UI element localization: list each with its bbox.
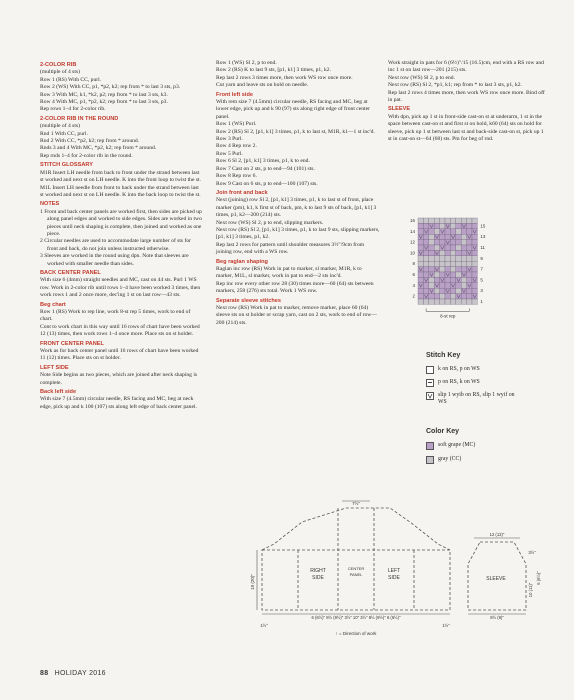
- page-number: 88: [40, 670, 49, 677]
- chart-cell: [461, 299, 466, 304]
- chart-cell: [418, 223, 423, 228]
- chart-cell: [445, 245, 450, 250]
- chart-cell: [456, 256, 461, 261]
- chart-cell: [445, 277, 450, 282]
- chart-cell: [429, 261, 434, 266]
- text-line: Row 1 (RS) With CC, purl.: [40, 76, 102, 83]
- chart-cell: [472, 240, 477, 245]
- text-line: Next row (RS) Work in pat to marker, remove marker, place 60 (64) sleeve sts on st holder or scrap yarn, cast on 2 sts, work to end of row—200 (214) sts.: [216, 305, 377, 326]
- chart-cell: [467, 277, 472, 282]
- key-slip: [426, 392, 518, 405]
- chart-cell: [472, 267, 477, 272]
- chart-cell: [461, 256, 466, 261]
- text-line: Row 9 Cast on 6 sts, p to end—100 (107) sts.: [216, 180, 318, 187]
- section-body: [216, 99, 380, 188]
- chart-row-number: 15: [480, 223, 486, 229]
- text-line: Cont to work chart in this way until 16 rows of chart have been worked 12 (13) times, then work rows 1–4 once more. Place sts on st holder.: [40, 323, 200, 338]
- chart-cell: [445, 256, 450, 261]
- chart-cell: [418, 294, 423, 299]
- chart-cell: [461, 277, 466, 282]
- subsection-heading: Back left side: [40, 389, 77, 396]
- chart-cell: [434, 272, 439, 277]
- text-line: Rep last 2 rows 4 times more, then work WS row once more. Bind off in pat.: [388, 89, 545, 104]
- color-key-title: Color Key: [426, 428, 460, 435]
- text-line: Work straight in pats for 6 (6½)"/15 (16.5)cm, end with a RS row and inc 1 st on last row—201 (215) sts.: [388, 60, 544, 74]
- sleeve-bottom-label: 8½ (9)": [490, 615, 504, 620]
- chart-cell: [440, 250, 445, 255]
- text-line: Next row (WS) Sl 2, p to end, slipping markers.: [216, 219, 324, 226]
- section-body: [216, 305, 380, 327]
- chart-cell: [445, 283, 450, 288]
- stitch-key-title: Stitch Key: [426, 352, 461, 359]
- text-line: With size 7 (4.5mm) circular needle, RS facing and MC, beg at neck edge, pick up and k 100 (107) sts along left edge of back center panel.: [40, 396, 197, 410]
- chart-cell: [467, 288, 472, 293]
- chart-cell: [423, 288, 428, 293]
- chart-cell: [440, 234, 445, 239]
- issue-name: HOLIDAY 2016: [54, 670, 106, 677]
- chart-cell: [423, 272, 428, 277]
- section-body: [40, 396, 202, 411]
- chart-cell: [456, 234, 461, 239]
- text-line: Row 1 (WS) Purl.: [216, 121, 257, 128]
- text-line: (multiple of 4 sts): [40, 123, 80, 130]
- colorwork-chart: [404, 214, 524, 324]
- section-heading: FRONT CENTER PANEL: [40, 340, 104, 347]
- chart-cell: [434, 245, 439, 250]
- chart-cell: [440, 294, 445, 299]
- chart-cell: [418, 272, 423, 277]
- chart-cell: [472, 223, 477, 228]
- chart-row-number: 12: [409, 239, 415, 245]
- chart-cell: [418, 240, 423, 245]
- chart-cell: [456, 223, 461, 228]
- chart-cell: [472, 250, 477, 255]
- key-purl: [426, 379, 480, 387]
- chart-cell: [456, 229, 461, 234]
- chart-cell: [423, 240, 428, 245]
- chart-cell: [418, 256, 423, 261]
- left-side-label: SIDE: [388, 575, 400, 581]
- chart-cell: [434, 299, 439, 304]
- key-label: slip 1 wyib on RS, slip 1 wyif on WS: [438, 392, 515, 405]
- chart-cell: [461, 283, 466, 288]
- chart-cell: [429, 234, 434, 239]
- chart-cell: [423, 250, 428, 255]
- chart-grid: [404, 214, 524, 324]
- chart-cell: [467, 272, 472, 277]
- key-mc: [426, 442, 475, 450]
- text-line: Rnd 2 With CC, *p2, k2; rep from * around.: [40, 138, 140, 145]
- chart-cell: [467, 261, 472, 266]
- sleeve-height-label: 10 (11)": [528, 582, 533, 598]
- text-line: M1L Insert LH needle from front to back under the strand between last st worked and next st on LH needle. K into the back loop to twist the st.: [40, 184, 201, 198]
- text-line: Row 2 (RS) Sl 2, [p1, k1] 3 times, p1, k to last st, M1R, k1—1 st inc'd.: [216, 128, 375, 135]
- chart-cell: [472, 256, 477, 261]
- chart-cell: [450, 288, 455, 293]
- chart-cell: [467, 245, 472, 250]
- chart-cell: [429, 299, 434, 304]
- chart-cell: [472, 218, 477, 223]
- chart-cell: [450, 267, 455, 272]
- chart-cell: [434, 294, 439, 299]
- text-line: Next (joining) row Sl 2, [p1, k1] 3 times, p1, k to last st of front, place marker (pm), k1, k first st of back, pm, k to last 9 sts of back, [p1, k1] 3 times, p1, k2—200 (214) sts.: [216, 197, 377, 219]
- chart-cell: [429, 245, 434, 250]
- chart-row-number: 5: [480, 277, 483, 283]
- chart-cell: [418, 277, 423, 282]
- text-line: Raglan inc row (RS) Work in pat to marker, sl marker, M1R, k to marker, M1L, sl marker, work in pat to end—2 sts inc'd.: [216, 265, 362, 280]
- text-line: With dpn, pick up 1 st in front-side cast-on st at underarm, 1 st in the space between cast-on st and first st on hold, k60 (64) sts on hold for sleeve, pick up 1 st between last st and back-side cast-on st, pick up 1 st in cast-on st—64 (68) sts. Pm for beg of rnd.: [388, 113, 544, 143]
- chart-cell: [434, 256, 439, 261]
- chart-cell: [429, 250, 434, 255]
- chart-cell: [467, 240, 472, 245]
- section-heading: 2-COLOR RIB IN THE ROUND: [40, 115, 119, 122]
- chart-cell: [472, 234, 477, 239]
- right-side-label: RIGHT: [310, 568, 326, 574]
- chart-cell: [450, 250, 455, 255]
- body-height-label: 19 (20)": [250, 574, 255, 590]
- chart-cell: [429, 277, 434, 282]
- chart-cell: [472, 261, 477, 266]
- text-line: Note Side begins as two pieces, which are joined after neck shaping is complete.: [40, 372, 198, 386]
- text-line: Rnd 1 With CC, purl.: [40, 130, 88, 137]
- text-line: With size 6 (4mm) straight needles and MC, cast on 44 sts. Purl 1 WS row. Work in 2-color rib until rows 1–4 have been worked 3 times, then work rows 1 and 2 once more, dec'ing 1 st on last row—43 sts.: [40, 277, 201, 299]
- chart-cell: [423, 223, 428, 228]
- section-body: [40, 372, 202, 387]
- text-line: With rem size 7 (4.5mm) circular needle, RS facing and MC, beg at lower edge, pick up and k 90 (97) sts along right edge of front center panel.: [216, 99, 370, 120]
- chart-cell: [434, 240, 439, 245]
- repeat-bracket: [426, 308, 469, 311]
- chart-cell: [423, 283, 428, 288]
- repeat-label: 8-st rep: [440, 313, 456, 319]
- chart-cell: [456, 245, 461, 250]
- chart-cell: [450, 299, 455, 304]
- chart-row-number: 8: [412, 261, 415, 267]
- chart-cell: [467, 223, 472, 228]
- text-line: Rep last 2 rows for pattern until shoulder measures 3½"/9cm from joining row, end with a WS row.: [216, 241, 365, 256]
- chart-row-number: 9: [480, 255, 483, 261]
- chart-cell: [461, 245, 466, 250]
- chart-cell: [456, 267, 461, 272]
- chart-cell: [450, 218, 455, 223]
- chart-cell: [450, 229, 455, 234]
- text-column-3: [388, 60, 546, 143]
- key-label: soft grape (MC): [438, 442, 476, 448]
- chart-cell: [472, 272, 477, 277]
- chart-cell: [445, 234, 450, 239]
- chart-cell: [429, 218, 434, 223]
- subsection-heading: Join front and back: [216, 189, 268, 196]
- chart-cell: [418, 288, 423, 293]
- chart-row-number: 13: [480, 234, 486, 240]
- sleeve-label: SLEEVE: [486, 576, 506, 582]
- text-line: Rep rnds 1–4 for 2-color rib in the round.: [40, 152, 133, 159]
- text-line: Row 1 (WS) Sl 2, p to end.: [216, 60, 277, 66]
- chart-cell: [472, 283, 477, 288]
- text-line: Rep rows 1–4 for 2-color rib.: [40, 106, 106, 113]
- chart-cell: [472, 288, 477, 293]
- text-line: Next row (RS) Sl 2, [p1, k1] 3 times, p1, k to last 9 sts, slipping markers, [p1, k1] 3 times, p1, k2.: [216, 226, 380, 241]
- chart-cell: [450, 294, 455, 299]
- section-body: [216, 266, 380, 296]
- chart-cell: [434, 288, 439, 293]
- garment-schematic: [250, 500, 550, 670]
- chart-cell: [423, 256, 428, 261]
- text-line: Rep last 2 rows 3 times more, then work WS row once more.: [216, 74, 353, 81]
- text-line: Rnds 3 and 4 With MC, *p2, k2; rep from * around.: [40, 145, 157, 152]
- text-line: Row 3 Purl.: [216, 136, 243, 143]
- text-line: 2 Circular needles are used to accommodate large number of sts for front and back, do not join unless instructed otherwise.: [40, 238, 192, 252]
- text-line: Row 3 With MC, k1, *k2, p2; rep from * to last 3 sts, k3.: [40, 91, 168, 98]
- chart-cell: [418, 245, 423, 250]
- text-line: M1R Insert LH needle from back to front under the strand between last st worked and next st on LH needle. K into the front loop to twist the st.: [40, 169, 201, 184]
- knit-symbol-icon: [426, 366, 434, 374]
- chart-cell: [467, 294, 472, 299]
- text-line: Row 8 Rep row 6.: [216, 173, 257, 180]
- chart-cell: [445, 267, 450, 272]
- key-label: p on RS, k on WS: [438, 379, 480, 385]
- section-heading: LEFT SIDE: [40, 364, 69, 371]
- text-line: (multiple of 4 sts): [40, 69, 80, 76]
- direction-note: ↑ = Direction of work: [335, 631, 377, 636]
- chart-cell: [461, 240, 466, 245]
- chart-cell: [440, 223, 445, 228]
- chart-cell: [461, 261, 466, 266]
- chart-row-number: 16: [409, 218, 415, 223]
- chart-cell: [440, 272, 445, 277]
- chart-cell: [456, 218, 461, 223]
- text-line: 1 Front and back center panels are worked first, then sides are picked up along panel edges and worked to side edges. Sides are worked in two pieces until neck shaping is complete, then joined and worked as one piece.: [40, 208, 202, 237]
- section-body: [40, 69, 202, 113]
- text-line: Work as for back center panel until 16 rows of chart have been worked 11 (12) times. Place sts on st holder.: [40, 348, 199, 362]
- chart-cell: [423, 267, 428, 272]
- center-panel-label: PANEL: [349, 572, 363, 577]
- center-panel-label: CENTER: [347, 566, 365, 571]
- key-label: gray (CC): [438, 456, 462, 462]
- chart-cell: [456, 299, 461, 304]
- chart-row-number: 7: [480, 266, 483, 272]
- chart-cell: [434, 229, 439, 234]
- section-heading: BACK CENTER PANEL: [40, 269, 101, 276]
- page-footer: [40, 670, 106, 677]
- chart-cell: [440, 267, 445, 272]
- chart-cell: [445, 218, 450, 223]
- chart-cell: [461, 234, 466, 239]
- chart-cell: [423, 234, 428, 239]
- chart-cell: [456, 283, 461, 288]
- chart-cell: [467, 229, 472, 234]
- chart-cell: [445, 250, 450, 255]
- chart-cell: [467, 218, 472, 223]
- chart-row-number: 10: [409, 250, 415, 256]
- text-line: 3 Sleeves are worked in the round using dpn. Note that sleeves are worked with smaller needle than sides.: [40, 253, 189, 267]
- slip-symbol-icon: [426, 392, 434, 400]
- chart-cell: [440, 218, 445, 223]
- subsection-heading: Beg chart: [40, 301, 66, 308]
- chart-cell: [461, 229, 466, 234]
- chart-cell: [440, 299, 445, 304]
- chart-cell: [434, 261, 439, 266]
- key-label: k on RS, p on WS: [438, 366, 480, 372]
- section-body: [40, 348, 202, 363]
- chart-row-number: 14: [409, 228, 415, 234]
- subsection-heading: Separate sleeve stitches: [216, 297, 281, 304]
- chart-cell: [461, 218, 466, 223]
- section-heading: STITCH GLOSSARY: [40, 162, 93, 169]
- chart-row-number: 6: [412, 272, 415, 277]
- chart-cell: [440, 288, 445, 293]
- chart-cell: [434, 277, 439, 282]
- purl-symbol-icon: [426, 379, 434, 387]
- text-line: Row 6 Sl 2, [p1, k1] 3 times, p1, k to end.: [216, 158, 310, 165]
- section-body: [40, 123, 202, 160]
- chart-cell: [440, 256, 445, 261]
- chart-cell: [467, 299, 472, 304]
- chart-cell: [429, 229, 434, 234]
- section-heading: NOTES: [40, 201, 60, 208]
- chart-cell: [418, 299, 423, 304]
- chart-cell: [445, 294, 450, 299]
- chart-row-number: 1: [480, 299, 483, 304]
- chart-cell: [429, 294, 434, 299]
- chart-cell: [445, 261, 450, 266]
- mc-swatch-icon: [426, 442, 434, 450]
- chart-cell: [450, 272, 455, 277]
- section-body: [216, 60, 380, 90]
- text-line: Row 5 Purl.: [216, 150, 243, 157]
- key-knit: [426, 366, 480, 374]
- chart-cell: [434, 223, 439, 228]
- text-line: Cut yarn and leave sts on hold on needle.: [216, 82, 309, 89]
- chart-cell: [418, 261, 423, 266]
- text-line: Row 4 Rep row 2.: [216, 143, 257, 150]
- edge-left-label: 1½": [260, 623, 268, 628]
- chart-cell: [429, 240, 434, 245]
- chart-cell: [461, 294, 466, 299]
- chart-row-number: 3: [480, 288, 483, 294]
- section-body: [40, 309, 202, 339]
- chart-cell: [456, 272, 461, 277]
- section-heading: 2-COLOR RIB: [40, 62, 77, 68]
- chart-cell: [418, 218, 423, 223]
- chart-cell: [440, 240, 445, 245]
- sleeve-top-label: 12 (13)": [489, 532, 505, 537]
- text-line: Row 4 With MC, p1, *p2, k2; rep from * to last 3 sts, p3.: [40, 99, 168, 106]
- text-line: Row 2 (WS) With CC, p1, *p2, k2; rep from * to last 3 sts, p3.: [40, 84, 181, 91]
- neck-width-label: 7½": [352, 501, 360, 506]
- text-line: Row 1 (RS) Work to rep line, work 8-st rep 5 times, work to end of chart.: [40, 309, 191, 323]
- chart-cell: [461, 267, 466, 272]
- bottom-dimensions-label: 6 (6½)" 8½ (9½)" 3½" 10" 3½" 8½ (9½)" 6 (6½)": [311, 615, 401, 620]
- key-cc: [426, 456, 461, 464]
- text-line: Next row (WS) Sl 2, p to end.: [388, 74, 455, 81]
- chart-cell: [456, 250, 461, 255]
- text-column-2: [216, 60, 380, 327]
- chart-cell: [472, 299, 477, 304]
- chart-cell: [429, 267, 434, 272]
- chart-row-number: 11: [480, 245, 486, 250]
- chart-row-number: 2: [412, 293, 415, 299]
- chart-cell: [445, 299, 450, 304]
- chart-cell: [456, 240, 461, 245]
- sleeve-height-label: 3½": [528, 550, 536, 555]
- text-column-1: [40, 60, 202, 411]
- chart-cell: [440, 261, 445, 266]
- section-heading: SLEEVE: [388, 106, 411, 113]
- text-line: Next row (RS) Sl 2, *p1, k1; rep from * to last 3 sts, p1, k2.: [388, 82, 522, 89]
- chart-cell: [429, 283, 434, 288]
- section-body: [40, 277, 202, 299]
- text-line: Rep inc row every other row 28 (30) times more—60 (64) sts between markers, 258 (276) sts total. Work 1 WS row.: [216, 280, 374, 295]
- left-side-label: LEFT: [387, 568, 401, 574]
- chart-cell: [418, 229, 423, 234]
- section-body: [388, 114, 546, 144]
- chart-cell: [467, 256, 472, 261]
- chart-cell: [461, 250, 466, 255]
- edge-right-label: 1½": [442, 623, 450, 628]
- right-side-label: SIDE: [312, 575, 324, 581]
- chart-cell: [423, 299, 428, 304]
- chart-cell: [456, 261, 461, 266]
- chart-row-number: 4: [412, 282, 415, 288]
- section-body: [216, 197, 380, 256]
- chart-cell: [445, 229, 450, 234]
- subsection-heading: Beg raglan shaping: [216, 258, 268, 265]
- section-body: [40, 170, 202, 200]
- sleeve-height-label: 6 (6½)": [536, 571, 541, 585]
- chart-cell: [450, 240, 455, 245]
- chart-cell: [440, 283, 445, 288]
- chart-cell: [423, 261, 428, 266]
- notes-list: [40, 209, 202, 268]
- subsection-heading: Front left side: [216, 91, 253, 98]
- chart-cell: [450, 256, 455, 261]
- chart-cell: [450, 245, 455, 250]
- section-body: [388, 60, 546, 104]
- text-line: Row 7 Cast on 2 sts, p to end—94 (101) sts.: [216, 165, 315, 172]
- text-line: Row 2 (RS) K to last 9 sts, [p1, k1] 3 times, p1, k2.: [216, 67, 331, 74]
- chart-cell: [450, 261, 455, 266]
- chart-cell: [450, 277, 455, 282]
- chart-cell: [423, 218, 428, 223]
- chart-cell: [434, 218, 439, 223]
- chart-cell: [456, 288, 461, 293]
- chart-cell: [450, 223, 455, 228]
- chart-cell: [429, 256, 434, 261]
- cc-swatch-icon: [426, 456, 434, 464]
